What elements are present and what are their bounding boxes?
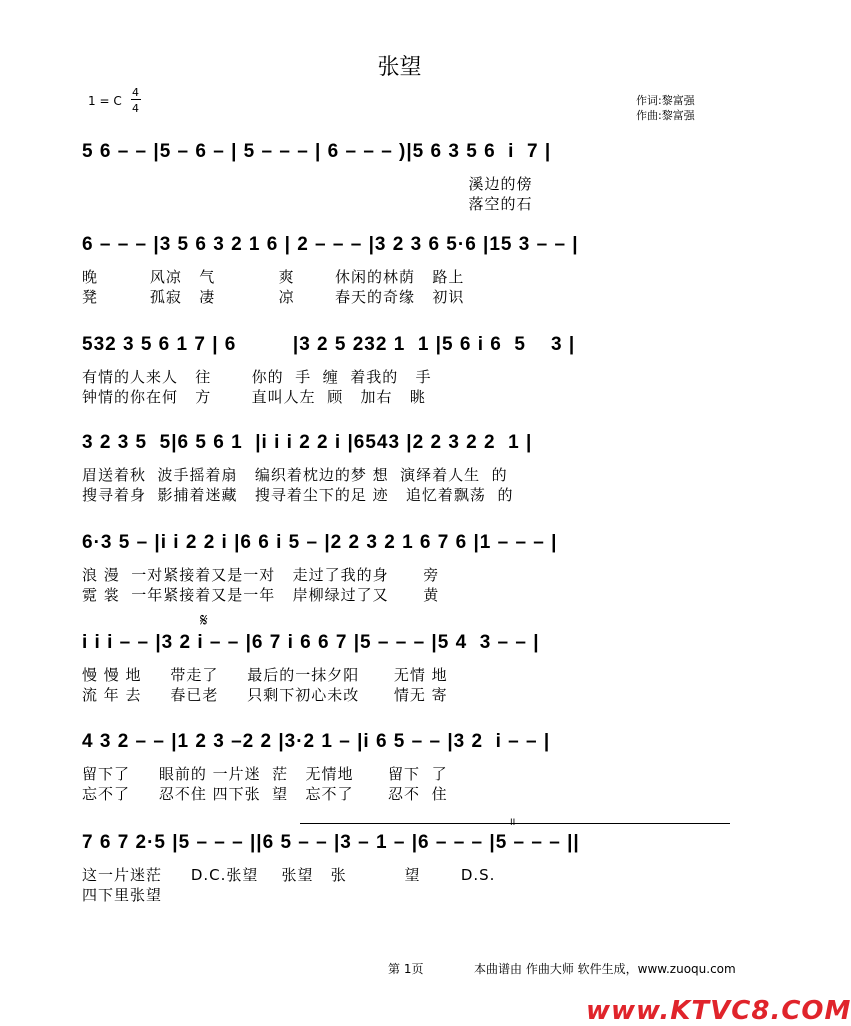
music-line-1: [0, 141, 799, 231]
lyrics-verse-2: 钟情的你在何 方 直叫人左 顾 加右 眺: [82, 388, 426, 406]
lyrics-verse-1: 慢 慢 地 带走了 最后的一抹夕阳 无情 地: [82, 666, 448, 684]
lyrics-verse-2: 四下里张望: [82, 886, 163, 904]
music-line-8: [0, 832, 799, 922]
music-line-4: [0, 432, 799, 522]
lyrics-verse-2: 流 年 去 春已老 只剩下初心未改 情无 寄: [82, 686, 448, 704]
music-line-3: [0, 334, 799, 424]
lyrics-verse-2: 忘不了 忍不住 四下张 望 忘不了 忍不 住: [82, 785, 448, 803]
music-line-6: [0, 610, 799, 722]
notes: 7 6 7 2·5 |5 – – – ||6 5 – – |3 – 1 – |6 – – – |5 – – – ||: [82, 832, 580, 853]
notes: 4 3 2 – – |1 2 3 –2 2 |3·2 1 – |i 6 5 – – |3 2 i – – |: [82, 731, 551, 752]
music-line-7: [0, 731, 799, 821]
notes: i i i – – |3 2 i – – |6 7 i 6 6 7 |5 – – – |5 4 3 – – |: [82, 632, 540, 653]
lyrics-verse-1: 这一片迷茫 D.C.张望 张望 张 望 D.S.: [82, 866, 496, 884]
notes: 6·3 5 – |i i 2 2 i |6 6 i 5 – |2 2 3 2 1 6 7 6 |1 – – – |: [82, 532, 558, 553]
lyricist-credit: 作词:黎富强: [636, 94, 695, 107]
logo-text: www.KTVC8.COM: [586, 996, 851, 1026]
lyrics-verse-2: 霓 裳 一年紧接着又是一年 岸柳绿过了又 黄: [82, 586, 440, 604]
lyrics-verse-2: 落空的石: [82, 195, 533, 213]
lyrics-verse-1: 有情的人来人 往 你的 手 缠 着我的 手: [82, 368, 432, 386]
composer-credit: 作曲:黎富强: [636, 109, 695, 122]
site-logo: [586, 996, 851, 1026]
lyrics-verse-1: 浪 漫 一对紧接着又是一对 走过了我的身 旁: [82, 566, 440, 584]
music-line-5: [0, 532, 799, 622]
notes: 6 – – – |3 5 6 3 2 1 6 | 2 – – – |3 2 3 6 5·6 |15 3 – – |: [82, 234, 579, 255]
lyrics-verse-1: 晚 风凉 气 爽 休闲的林荫 路上: [82, 268, 465, 286]
lyrics-verse-2: 凳 孤寂 凄 凉 春天的奇缘 初识: [82, 288, 465, 306]
page-number: 第 1页: [388, 962, 424, 976]
lyrics-verse-1: 溪边的傍: [82, 175, 533, 193]
volta-bracket: [300, 823, 730, 824]
lyrics-verse-1: 眉送着秋 波手摇着扇 编织着枕边的梦 想 演绎着人生 的: [82, 466, 508, 484]
lyrics-verse-2: 搜寻着身 影捕着迷藏 搜寻着尘下的足 迹 追忆着飘荡 的: [82, 486, 514, 504]
time-signature-divider: [131, 99, 141, 100]
music-line-2: [0, 234, 799, 324]
generator-note: 本曲谱由 作曲大师 软件生成，www.zuoqu.com: [474, 962, 736, 976]
notes: 5 6 – – |5 – 6 – | 5 – – – | 6 – – – )|5 6 3 5 6 i 7 |: [82, 141, 552, 162]
notes: 3 2 3 5 5|6 5 6 1 |i i i 2 2 i |6543 |2 2 3 2 2 1 |: [82, 432, 533, 453]
segno-sign: 𝄋: [200, 610, 208, 631]
notes: 532 3 5 6 1 7 | 6 |3 2 5 232 1 1 |5 6 i 6 5 3 |: [82, 334, 576, 355]
key-signature: 1 = C: [88, 94, 122, 108]
time-signature-top: 4: [132, 86, 139, 99]
song-title: 张望: [377, 55, 422, 80]
time-signature-bottom: 4: [132, 102, 139, 115]
lyrics-verse-1: 留下了 眼前的 一片迷 茫 无情地 留下 了: [82, 765, 448, 783]
